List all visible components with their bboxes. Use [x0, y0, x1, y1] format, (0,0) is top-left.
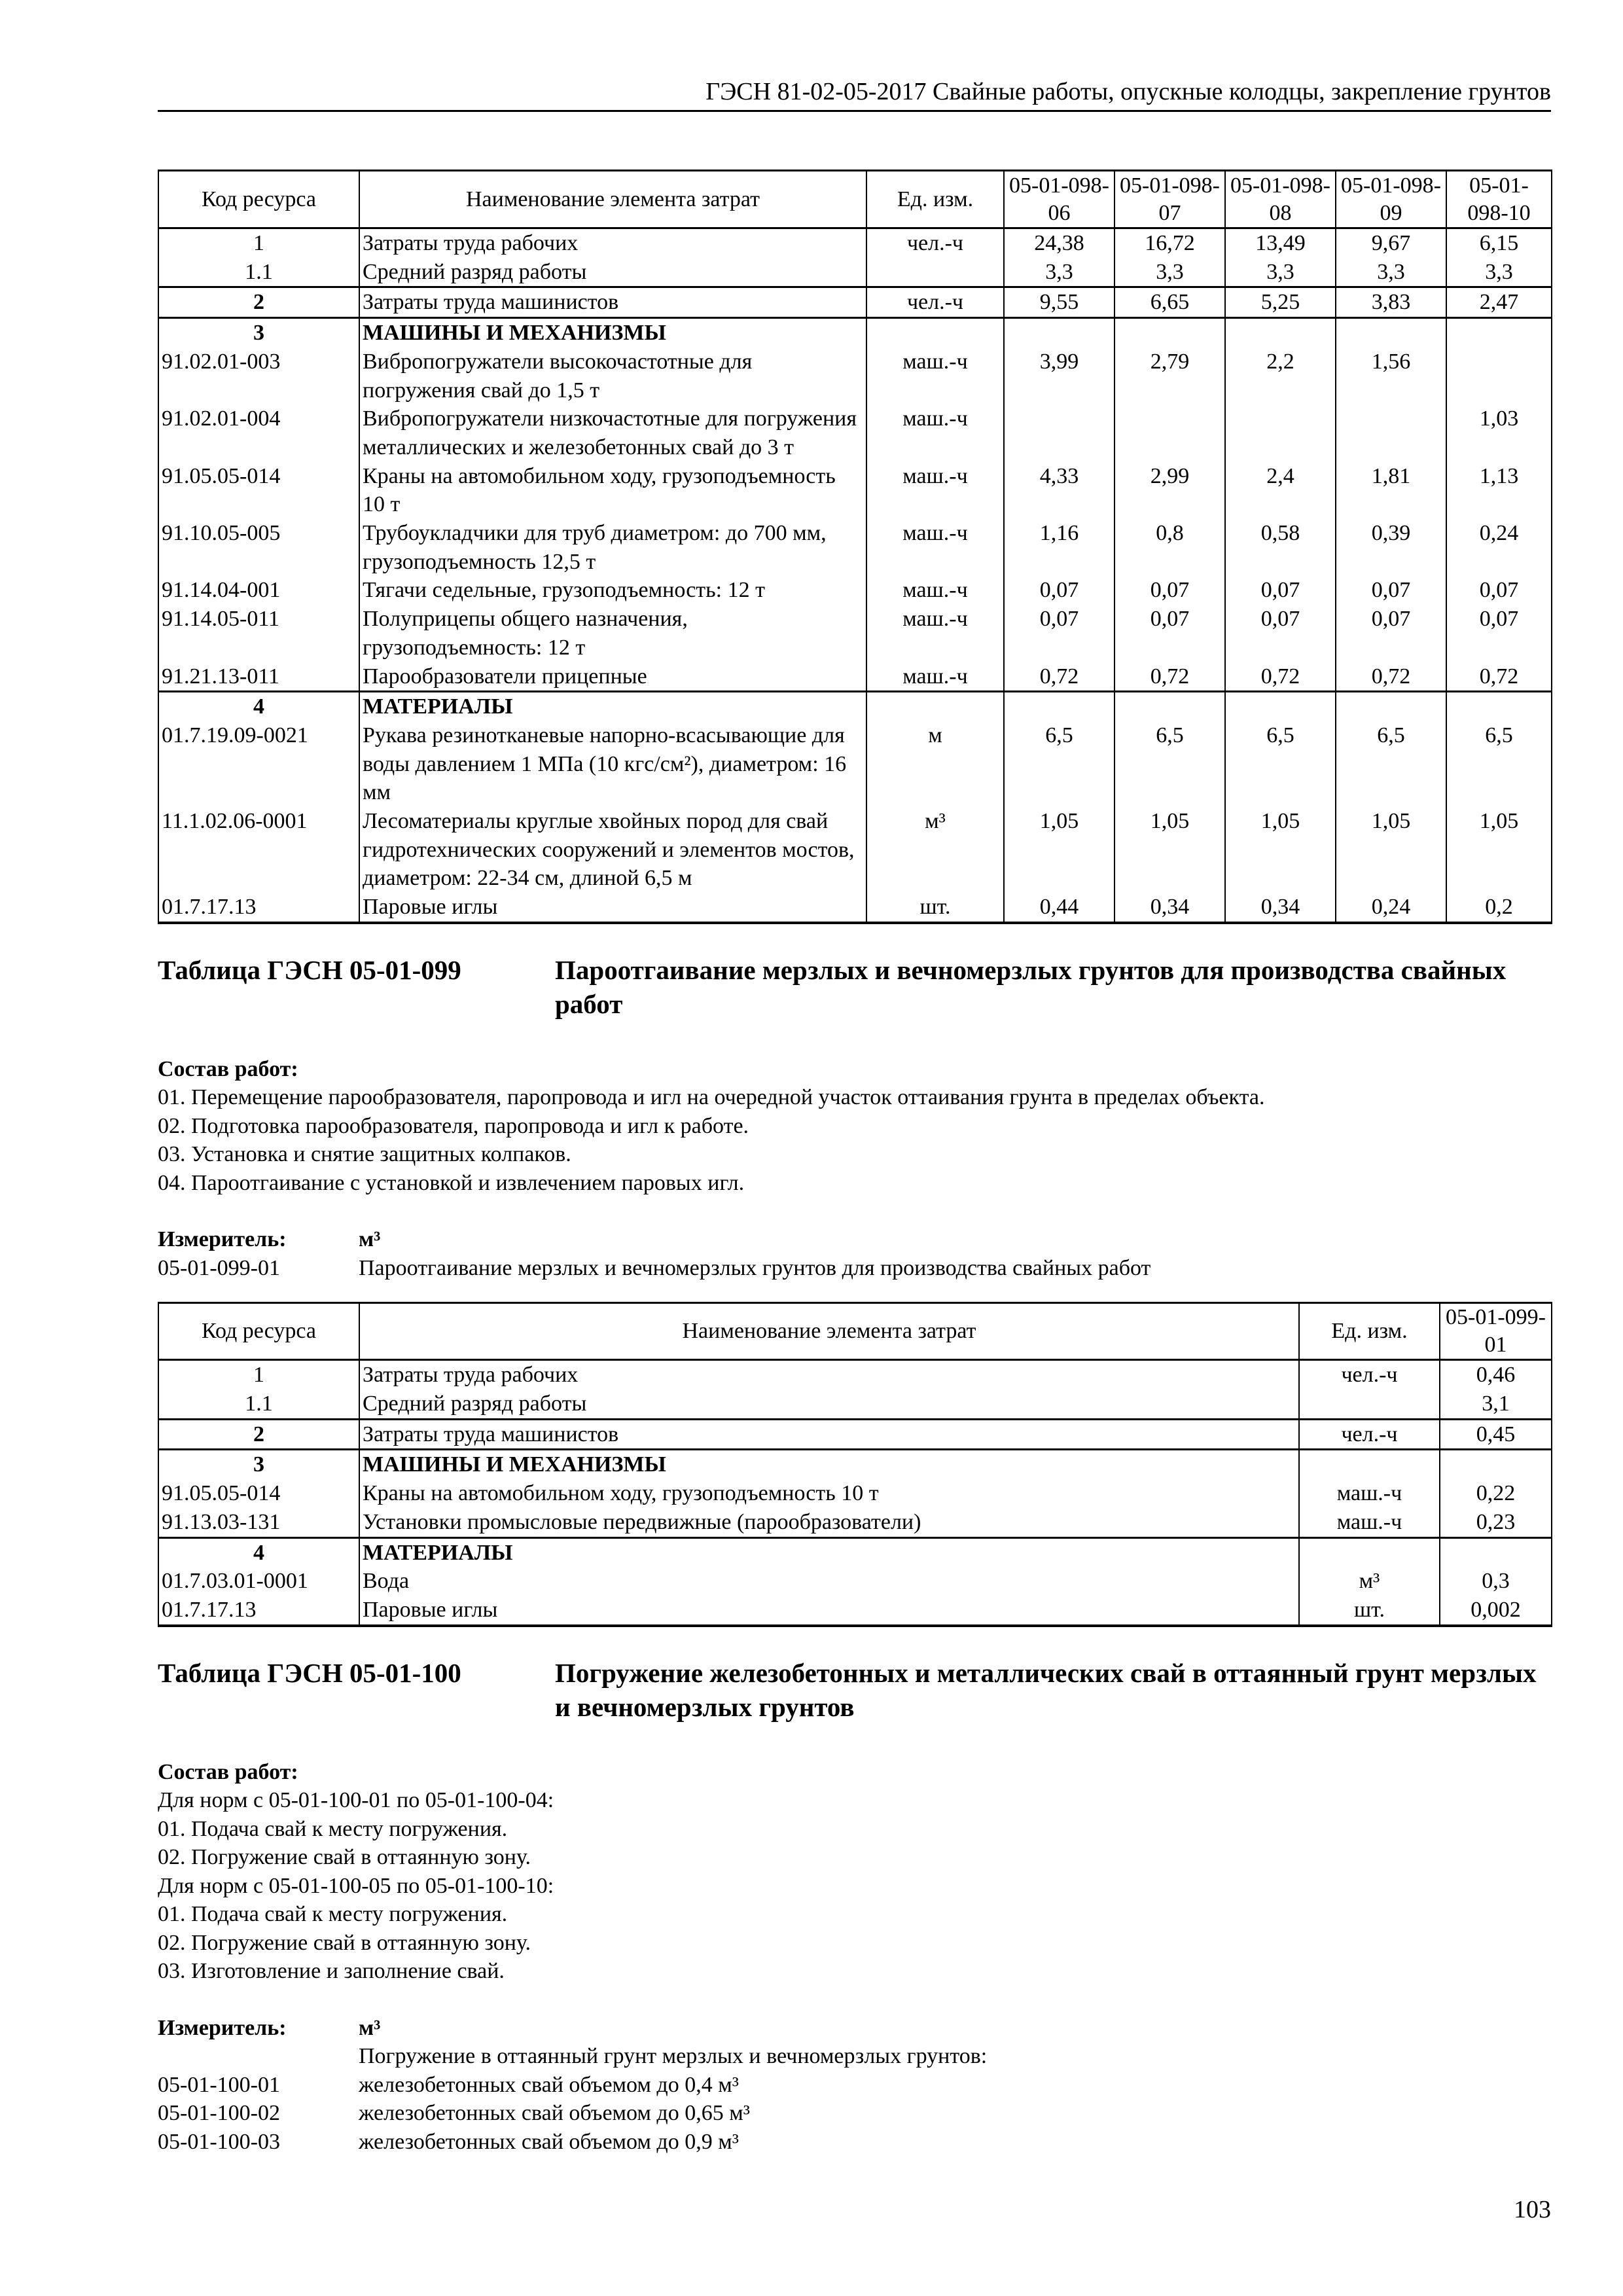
value-cell: 0,07 [1115, 605, 1225, 662]
value-cell [1115, 318, 1225, 348]
value-cell [1115, 692, 1225, 721]
unit [1299, 1537, 1440, 1567]
resource-code: 4 [158, 692, 359, 721]
value-cell: 9,55 [1004, 287, 1115, 318]
value-cell: 0,34 [1225, 893, 1336, 923]
resource-name: Парообразователи прицепные [359, 662, 866, 692]
norm-row [158, 2071, 1551, 2100]
value-cell: 3,3 [1446, 258, 1552, 287]
resource-table-098 [158, 170, 1552, 924]
unit: м [866, 721, 1004, 807]
work-composition-label: Состав работ: [158, 1759, 298, 1784]
value-cell: 0,3 [1440, 1567, 1552, 1596]
value-cell [1440, 1450, 1552, 1479]
table-100-heading [158, 1656, 1551, 1724]
value-cell [1446, 348, 1552, 404]
norm-code: 05-01-100-03 [158, 2129, 280, 2154]
resource-name: Затраты труда машинистов [359, 1419, 1299, 1450]
column-header: 05-01-098-08 [1225, 171, 1336, 228]
value-cell: 1,03 [1446, 404, 1552, 461]
table-row [158, 692, 1552, 721]
table-099-label: Таблица ГЭСН 05-01-099 [158, 954, 461, 985]
page [158, 0, 1551, 2263]
unit: чел.-ч [1299, 1419, 1440, 1450]
resource-name: МАТЕРИАЛЫ [359, 692, 866, 721]
table-row [158, 576, 1552, 605]
value-cell: 1,16 [1004, 519, 1115, 576]
resource-code: 91.02.01-004 [158, 404, 359, 461]
resource-code: 91.21.13-011 [158, 662, 359, 692]
table-row [158, 318, 1552, 348]
value-cell: 16,72 [1115, 228, 1225, 258]
value-cell: 2,79 [1115, 348, 1225, 404]
value-cell: 3,99 [1004, 348, 1115, 404]
unit: чел.-ч [866, 287, 1004, 318]
value-cell [1336, 692, 1446, 721]
resource-code: 91.02.01-003 [158, 348, 359, 404]
value-cell: 6,5 [1446, 721, 1552, 807]
resource-code: 91.14.04-001 [158, 576, 359, 605]
table-row [158, 258, 1552, 287]
work-composition-label: Состав работ: [158, 1056, 298, 1081]
table-row [158, 228, 1552, 258]
value-cell: 1,05 [1336, 807, 1446, 893]
table-row [158, 1360, 1552, 1390]
unit [1299, 1390, 1440, 1419]
value-cell: 2,2 [1225, 348, 1336, 404]
resource-code: 91.10.05-005 [158, 519, 359, 576]
resource-code: 91.05.05-014 [158, 462, 359, 519]
norm-name: Пароотгаивание мерзлых и вечномерзлых грунтов для производства свайных работ [359, 1255, 1151, 1280]
column-header: 05-01-098-07 [1115, 171, 1225, 228]
resource-name: Затраты труда рабочих [359, 1360, 1299, 1390]
resource-name: Тягачи седельные, грузоподъемность: 12 т [359, 576, 866, 605]
value-cell: 0,72 [1225, 662, 1336, 692]
resource-name: Рукава резинотканевые напорно-всасывающие для воды давлением 1 МПа (10 кгс/см²), диаметром: 16 мм [359, 721, 866, 807]
value-cell: 0,23 [1440, 1508, 1552, 1537]
resource-name: Краны на автомобильном ходу, грузоподъемность 10 т [359, 462, 866, 519]
resource-code: 1 [158, 228, 359, 258]
unit: маш.-ч [1299, 1508, 1440, 1537]
norm-intro-row [158, 2042, 1551, 2071]
value-cell: 2,4 [1225, 462, 1336, 519]
value-cell: 1,13 [1446, 462, 1552, 519]
unit: маш.-ч [866, 576, 1004, 605]
column-header: Наименование элемента затрат [359, 1303, 1299, 1360]
norm-row [158, 2128, 1551, 2157]
table-row [158, 721, 1552, 807]
value-cell: 0,39 [1336, 519, 1446, 576]
value-cell: 0,07 [1004, 576, 1115, 605]
resource-name: Затраты труда машинистов [359, 287, 866, 318]
value-cell: 0,24 [1446, 519, 1552, 576]
value-cell: 0,22 [1440, 1479, 1552, 1508]
column-header: Наименование элемента затрат [359, 171, 866, 228]
norm-name: железобетонных свай объемом до 0,4 м³ [359, 2072, 739, 2097]
value-cell: 0,2 [1446, 893, 1552, 923]
value-cell: 6,65 [1115, 287, 1225, 318]
value-cell: 5,25 [1225, 287, 1336, 318]
table-100-title: Погружение железобетонных и металлических свай в оттаянный грунт мерзлых и вечномерзлых грунтов [555, 1657, 1537, 1722]
value-cell: 0,07 [1115, 576, 1225, 605]
column-header: Ед. изм. [866, 171, 1004, 228]
table-row [158, 462, 1552, 519]
value-cell: 1,05 [1225, 807, 1336, 893]
work-item: Для норм с 05-01-100-05 по 05-01-100-10: [158, 1873, 554, 1898]
resource-code: 1.1 [158, 1390, 359, 1419]
value-cell [1004, 404, 1115, 461]
table-row [158, 1390, 1552, 1419]
resource-code: 11.1.02.06-0001 [158, 807, 359, 893]
value-cell: 3,3 [1225, 258, 1336, 287]
value-cell: 0,72 [1336, 662, 1446, 692]
norm-name: железобетонных свай объемом до 0,9 м³ [359, 2129, 739, 2154]
value-cell [1004, 692, 1115, 721]
resource-name: Средний разряд работы [359, 258, 866, 287]
value-cell [1336, 404, 1446, 461]
value-cell: 0,44 [1004, 893, 1115, 923]
value-cell: 1,05 [1004, 807, 1115, 893]
value-cell [1004, 318, 1115, 348]
resource-code: 2 [158, 287, 359, 318]
value-cell: 0,07 [1446, 576, 1552, 605]
table-099-heading [158, 953, 1551, 1021]
norm-code: 05-01-100-02 [158, 2101, 280, 2126]
page-number: 103 [1514, 2196, 1551, 2224]
value-cell: 6,5 [1225, 721, 1336, 807]
meter-row [158, 1225, 1551, 1254]
table-row [158, 519, 1552, 576]
resource-code: 91.05.05-014 [158, 1479, 359, 1508]
resource-name: Полуприцепы общего назначения, грузоподъемность: 12 т [359, 605, 866, 662]
unit [866, 318, 1004, 348]
column-header: Код ресурса [158, 171, 359, 228]
value-cell: 24,38 [1004, 228, 1115, 258]
table-row [158, 1479, 1552, 1508]
value-cell: 0,07 [1446, 605, 1552, 662]
value-cell: 0,8 [1115, 519, 1225, 576]
value-cell [1336, 318, 1446, 348]
table-row [158, 1508, 1552, 1537]
unit: чел.-ч [866, 228, 1004, 258]
meter-label: Измеритель: [158, 1227, 287, 1252]
table-row [158, 1567, 1552, 1596]
resource-code: 2 [158, 1419, 359, 1450]
work-item: 01. Подача свай к месту погружения. [158, 1816, 508, 1841]
resource-name: Затраты труда рабочих [359, 228, 866, 258]
value-cell: 0,07 [1225, 605, 1336, 662]
table-100-label: Таблица ГЭСН 05-01-100 [158, 1657, 461, 1688]
resource-code: 01.7.03.01-0001 [158, 1567, 359, 1596]
value-cell: 3,3 [1336, 258, 1446, 287]
value-cell: 0,24 [1336, 893, 1446, 923]
column-header: 05-01-098-10 [1446, 171, 1552, 228]
unit: м³ [1299, 1567, 1440, 1596]
value-cell: 0,07 [1225, 576, 1336, 605]
value-cell: 1,56 [1336, 348, 1446, 404]
resource-name: Лесоматериалы круглые хвойных пород для свай гидротехнических сооружений и элементов мостов, диаметром: 22-34 см, длиной 6,5 м [359, 807, 866, 893]
unit [866, 692, 1004, 721]
resource-name: МАТЕРИАЛЫ [359, 1537, 1299, 1567]
resource-name: Вибропогружатели низкочастотные для погружения металлических и железобетонных свай до 3 т [359, 404, 866, 461]
value-cell: 0,72 [1115, 662, 1225, 692]
value-cell: 3,3 [1115, 258, 1225, 287]
unit [866, 258, 1004, 287]
column-header: 05-01-099-01 [1440, 1303, 1552, 1360]
table-row [158, 1537, 1552, 1567]
unit: шт. [1299, 1596, 1440, 1626]
column-header: Код ресурса [158, 1303, 359, 1360]
work-list [158, 1083, 1551, 1197]
value-cell: 0,46 [1440, 1360, 1552, 1390]
value-cell: 0,72 [1446, 662, 1552, 692]
resource-code: 1.1 [158, 258, 359, 287]
work-item: 04. Пароотгаивание с установкой и извлечением паровых игл. [158, 1170, 745, 1195]
unit [1299, 1450, 1440, 1479]
norm-row [158, 1254, 1551, 1283]
table-row [158, 893, 1552, 923]
table-row [158, 807, 1552, 893]
value-cell: 13,49 [1225, 228, 1336, 258]
work-item: 02. Погружение свай в оттаянную зону. [158, 1930, 531, 1955]
table-row [158, 1450, 1552, 1479]
unit: маш.-ч [866, 605, 1004, 662]
value-cell: 9,67 [1336, 228, 1446, 258]
value-cell [1446, 692, 1552, 721]
value-cell: 4,33 [1004, 462, 1115, 519]
value-cell: 3,1 [1440, 1390, 1552, 1419]
meter-unit: м³ [359, 2015, 381, 2040]
norm-name: железобетонных свай объемом до 0,65 м³ [359, 2101, 750, 2126]
resource-code: 1 [158, 1360, 359, 1390]
work-item: 02. Подготовка парообразователя, паропровода и игл к работе. [158, 1113, 749, 1138]
norm-code: 05-01-099-01 [158, 1255, 280, 1280]
value-cell: 0,002 [1440, 1596, 1552, 1626]
value-cell: 1,81 [1336, 462, 1446, 519]
value-cell: 3,83 [1336, 287, 1446, 318]
work-item: 03. Установка и снятие защитных колпаков. [158, 1142, 571, 1167]
resource-name: Трубоукладчики для труб диаметром: до 700 мм, грузоподъемность 12,5 т [359, 519, 866, 576]
resource-name: Паровые иглы [359, 1596, 1299, 1626]
value-cell: 0,07 [1004, 605, 1115, 662]
value-cell: 6,5 [1336, 721, 1446, 807]
resource-name: Средний разряд работы [359, 1390, 1299, 1419]
unit: чел.-ч [1299, 1360, 1440, 1390]
resource-name: Вода [359, 1567, 1299, 1596]
value-cell [1446, 318, 1552, 348]
meter-unit: м³ [359, 1227, 381, 1252]
table-row [158, 348, 1552, 404]
value-cell: 0,07 [1336, 576, 1446, 605]
unit: маш.-ч [866, 662, 1004, 692]
value-cell: 2,47 [1446, 287, 1552, 318]
norm-row [158, 2099, 1551, 2128]
table-099-title: Пароотгаивание мерзлых и вечномерзлых грунтов для производства свайных работ [555, 954, 1507, 1019]
unit: шт. [866, 893, 1004, 923]
resource-name: Установки промысловые передвижные (парообразователи) [359, 1508, 1299, 1537]
value-cell: 0,34 [1115, 893, 1225, 923]
table-row [158, 1419, 1552, 1450]
value-cell: 1,05 [1115, 807, 1225, 893]
resource-code: 3 [158, 318, 359, 348]
work-item: 01. Перемещение парообразователя, паропровода и игл на очередной участок оттаивания грунта в пределах объекта. [158, 1085, 1265, 1110]
table-row [158, 1596, 1552, 1626]
resource-name: Краны на автомобильном ходу, грузоподъемность 10 т [359, 1479, 1299, 1508]
value-cell: 0,72 [1004, 662, 1115, 692]
resource-code: 91.13.03-131 [158, 1508, 359, 1537]
running-header: ГЭСН 81-02-05-2017 Свайные работы, опускные колодцы, закрепление грунтов [158, 77, 1551, 112]
resource-code: 01.7.17.13 [158, 1596, 359, 1626]
resource-code: 3 [158, 1450, 359, 1479]
resource-name: Паровые иглы [359, 893, 866, 923]
unit: маш.-ч [866, 462, 1004, 519]
value-cell [1225, 318, 1336, 348]
meter-row [158, 2014, 1551, 2043]
value-cell [1440, 1537, 1552, 1567]
value-cell: 0,58 [1225, 519, 1336, 576]
value-cell: 3,3 [1004, 258, 1115, 287]
resource-name: Вибропогружатели высокочастотные для погружения свай до 1,5 т [359, 348, 866, 404]
value-cell [1225, 404, 1336, 461]
unit: маш.-ч [1299, 1479, 1440, 1508]
value-cell [1225, 692, 1336, 721]
work-item: Для норм с 05-01-100-01 по 05-01-100-04: [158, 1788, 554, 1813]
table-row [158, 662, 1552, 692]
value-cell: 0,07 [1336, 605, 1446, 662]
value-cell: 6,5 [1004, 721, 1115, 807]
unit: маш.-ч [866, 519, 1004, 576]
table-row [158, 404, 1552, 461]
meter-label: Измеритель: [158, 2015, 287, 2040]
work-item: 03. Изготовление и заполнение свай. [158, 1959, 505, 1984]
resource-code: 4 [158, 1537, 359, 1567]
resource-code: 01.7.17.13 [158, 893, 359, 923]
resource-code: 91.14.05-011 [158, 605, 359, 662]
table-row [158, 605, 1552, 662]
value-cell: 6,5 [1115, 721, 1225, 807]
work-list [158, 1786, 1551, 1986]
unit: маш.-ч [866, 348, 1004, 404]
resource-name: МАШИНЫ И МЕХАНИЗМЫ [359, 1450, 1299, 1479]
work-item: 02. Погружение свай в оттаянную зону. [158, 1845, 531, 1870]
value-cell: 6,15 [1446, 228, 1552, 258]
value-cell [1115, 404, 1225, 461]
work-item: 01. Подача свай к месту погружения. [158, 1902, 508, 1927]
column-header: 05-01-098-09 [1336, 171, 1446, 228]
resource-table-099 [158, 1302, 1552, 1626]
value-cell: 2,99 [1115, 462, 1225, 519]
norm-code: 05-01-100-01 [158, 2072, 280, 2097]
value-cell: 1,05 [1446, 807, 1552, 893]
norm-list [158, 2071, 1551, 2157]
unit: маш.-ч [866, 404, 1004, 461]
column-header: 05-01-098-06 [1004, 171, 1115, 228]
value-cell: 0,45 [1440, 1419, 1552, 1450]
norm-intro: Погружение в оттаянный грунт мерзлых и вечномерзлых грунтов: [359, 2044, 988, 2069]
column-header: Ед. изм. [1299, 1303, 1440, 1360]
unit: м³ [866, 807, 1004, 893]
resource-name: МАШИНЫ И МЕХАНИЗМЫ [359, 318, 866, 348]
table-row [158, 287, 1552, 318]
resource-code: 01.7.19.09-0021 [158, 721, 359, 807]
